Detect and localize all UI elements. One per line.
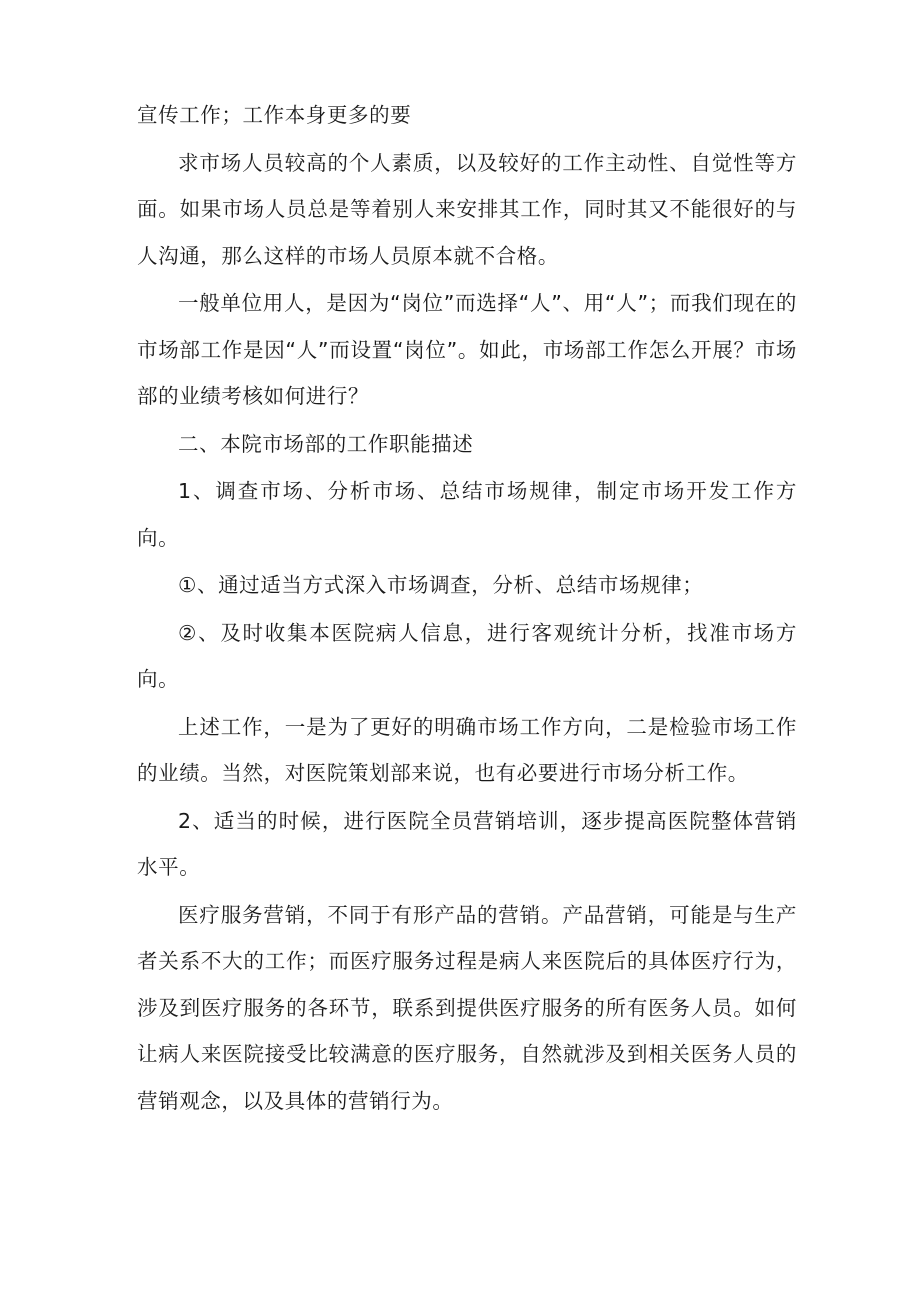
- paragraph-continuation: 宣传工作；工作本身更多的要: [137, 103, 412, 127]
- sub-item-1-survey: ①、通过适当方式深入市场调查，分析、总结市场规律；: [178, 573, 704, 597]
- paragraph-medical-service-marketing: 医疗服务营销，不同于有形产品的营销。产品营销，可能是与生产者关系不大的工作；而医疗服务过程是病人来医院后的具体医疗行为，涉及到医疗服务的各环节，联系到提供医疗服务的所有医务人员。如何让病人来医院接受比较满意的医疗服务，自然就涉及到相关医务人员的营销观念，以及具体的营销行为。: [137, 902, 797, 1113]
- paragraph-work-purpose: 上述工作，一是为了更好的明确市场工作方向，二是检验市场工作的业绩。当然，对医院策划部来说，也有必要进行市场分析工作。: [137, 714, 797, 785]
- list-item-1-market-research: 1、调查市场、分析市场、总结市场规律，制定市场开发工作方向。: [137, 479, 797, 550]
- sub-item-2-patient-info: ②、及时收集本医院病人信息，进行客观统计分析，找准市场方向。: [137, 620, 797, 691]
- document-page: [137, 92, 797, 1124]
- paragraph-personal-quality: 求市场人员较高的个人素质，以及较好的工作主动性、自觉性等方面。如果市场人员总是等着别人来安排其工作，同时其又不能很好的与人沟通，那么这样的市场人员原本就不合格。: [137, 150, 797, 268]
- section-heading-functions: 二、本院市场部的工作职能描述: [178, 431, 474, 456]
- list-item-2-marketing-training: 2、适当的时候，进行医院全员营销培训，逐步提高医院整体营销水平。: [137, 808, 797, 879]
- paragraph-position-people: 一般单位用人，是因为“岗位”而选择“人”、用“人”；而我们现在的市场部工作是因“人”而设置“岗位”。如此，市场部工作怎么开展？市场部的业绩考核如何进行？: [137, 291, 797, 408]
